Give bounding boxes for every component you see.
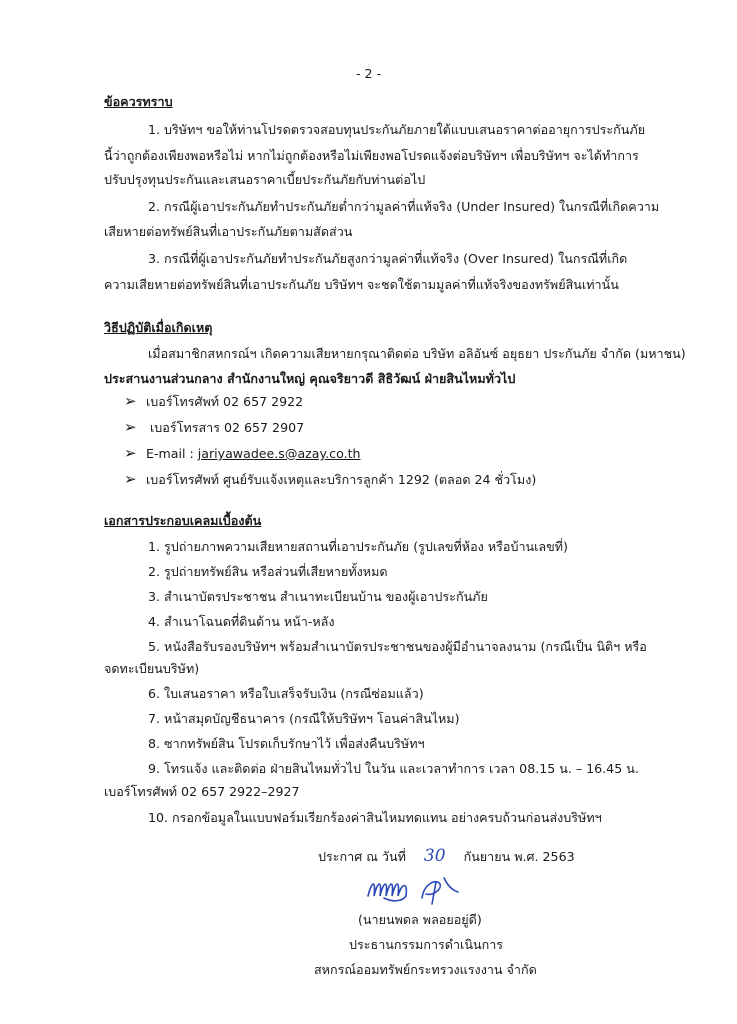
signatory-position: ประธานกรรมการดำเนินการ <box>349 937 504 952</box>
signature-image <box>362 872 472 908</box>
notice-item-1-line-1: 1. บริษัทฯ ขอให้ท่านโปรดตรวจสอบทุนประกันภัยภายใต้แบบเสนอราคาต่ออายุการประกันภัย <box>148 122 646 137</box>
contact-phone-row <box>124 392 303 412</box>
incident-contact: ประสานงานส่วนกลาง สำนักงานใหญ่ คุณจริยาวดี สิธิวัฒน์ ฝ่ายสินไหมทั่วไป <box>104 371 516 386</box>
notice-heading: ข้อควรทราบ <box>104 94 173 109</box>
announcement-suffix: กันยายน พ.ศ. 2563 <box>463 849 575 864</box>
contact-email-row <box>124 444 361 462</box>
document-item-9-line-2: เบอร์โทรศัพท์ 02 657 2922–2927 <box>104 784 300 799</box>
page-number: - 2 - <box>355 66 382 81</box>
document-item-8: 8. ซากทรัพย์สิน โปรดเก็บรักษาไว้ เพื่อส่งคืนบริษัทฯ <box>148 736 425 751</box>
document-item-9-line-1: 9. โทรแจ้ง และติดต่อ ฝ่ายสินไหมทั่วไป ในวัน และเวลาทำการ เวลา 08.15 น. – 16.45 น. <box>148 761 639 776</box>
notice-item-3-line-1: 3. กรณีที่ผู้เอาประกันภัยทำประกันภัยสูงกว่ามูลค่าที่แท้จริง (Over Insured) ในกรณีที่เกิด <box>148 251 628 266</box>
notice-item-1-line-2: นี้ว่าถูกต้องเพียงพอหรือไม่ หากไม่ถูกต้องหรือไม่เพียงพอโปรดแจ้งต่อบริษัทฯ เพื่อบริษัทฯ จะได้ทำการ <box>104 148 639 163</box>
notice-item-2-line-2: เสียหายต่อทรัพย์สินที่เอาประกันภัยตามสัดส่วน <box>104 224 353 239</box>
documents-heading: เอกสารประกอบเคลมเบื้องต้น <box>104 513 262 528</box>
signatory-organization: สหกรณ์ออมทรัพย์กระทรวงแรงงาน จำกัด <box>314 962 537 977</box>
incident-intro: เมื่อสมาชิกสหกรณ์ฯ เกิดความเสียหายกรุณาติดต่อ บริษัท อลิอันซ์ อยุธยา ประกันภัย จำกัด (มหาชน) <box>148 346 686 361</box>
arrow-bullet-icon: ➢ <box>124 392 137 410</box>
document-item-1: 1. รูปถ่ายภาพความเสียหายสถานที่เอาประกันภัย (รูปเลขที่ห้อง หรือบ้านเลขที่) <box>148 539 568 554</box>
document-item-2: 2. รูปถ่ายทรัพย์สิน หรือส่วนที่เสียหายทั้งหมด <box>148 564 388 579</box>
arrow-bullet-icon: ➢ <box>124 470 137 488</box>
notice-item-2-line-1: 2. กรณีผู้เอาประกันภัยทำประกันภัยต่ำกว่ามูลค่าที่แท้จริง (Under Insured) ในกรณีที่เกิดความ <box>148 199 660 214</box>
arrow-bullet-icon: ➢ <box>124 418 137 436</box>
contact-fax: เบอร์โทรสาร 02 657 2907 <box>146 420 305 435</box>
document-item-5-line-2: จดทะเบียนบริษัท) <box>104 661 200 676</box>
contact-hotline: เบอร์โทรศัพท์ ศูนย์รับแจ้งเหตุและบริการลูกค้า 1292 (ตลอด 24 ชั่วโมง) <box>146 472 537 487</box>
signatory-name: (นายนพดล พลอยอยู่ดี) <box>358 912 482 927</box>
document-item-3: 3. สำเนาบัตรประชาชน สำเนาทะเบียนบ้าน ของผู้เอาประกันภัย <box>148 589 488 604</box>
notice-item-3-line-2: ความเสียหายต่อทรัพย์สินที่เอาประกันภัย บริษัทฯ จะชดใช้ตามมูลค่าที่แท้จริงของทรัพย์สินเท่านั้น <box>104 277 619 292</box>
contact-hotline-row <box>124 470 536 490</box>
document-item-7: 7. หน้าสมุดบัญชีธนาคาร (กรณีให้บริษัทฯ โอนค่าสินไหม) <box>148 711 460 726</box>
contact-phone: เบอร์โทรศัพท์ 02 657 2922 <box>146 394 304 409</box>
contact-fax-row <box>124 418 304 438</box>
incident-heading: วิธีปฏิบัติเมื่อเกิดเหตุ <box>104 320 213 335</box>
document-item-4: 4. สำเนาโฉนดที่ดินด้าน หน้า-หลัง <box>148 614 335 629</box>
contact-email-link[interactable]: jariyawadee.s@azay.co.th <box>197 446 361 461</box>
announcement-prefix: ประกาศ ณ วันที่ <box>318 849 406 864</box>
handwritten-day: 30 <box>423 846 446 866</box>
document-item-10: 10. กรอกข้อมูลในแบบฟอร์มเรียกร้องค่าสินไหมทดแทน อย่างครบถ้วนก่อนส่งบริษัทฯ <box>148 810 602 825</box>
arrow-bullet-icon: ➢ <box>124 444 137 462</box>
document-item-6: 6. ใบเสนอราคา หรือใบเสร็จรับเงิน (กรณีซ่อมแล้ว) <box>148 686 424 701</box>
announcement-date <box>318 846 575 867</box>
contact-email-label: E-mail : <box>146 446 198 461</box>
document-item-5-line-1: 5. หนังสือรับรองบริษัทฯ พร้อมสำเนาบัตรประชาชนของผู้มีอำนาจลงนาม (กรณีเป็น นิติฯ หรือ <box>148 639 647 654</box>
notice-item-1-line-3: ปรับปรุงทุนประกันและเสนอราคาเบี้ยประกันภัยกับท่านต่อไป <box>104 172 426 187</box>
